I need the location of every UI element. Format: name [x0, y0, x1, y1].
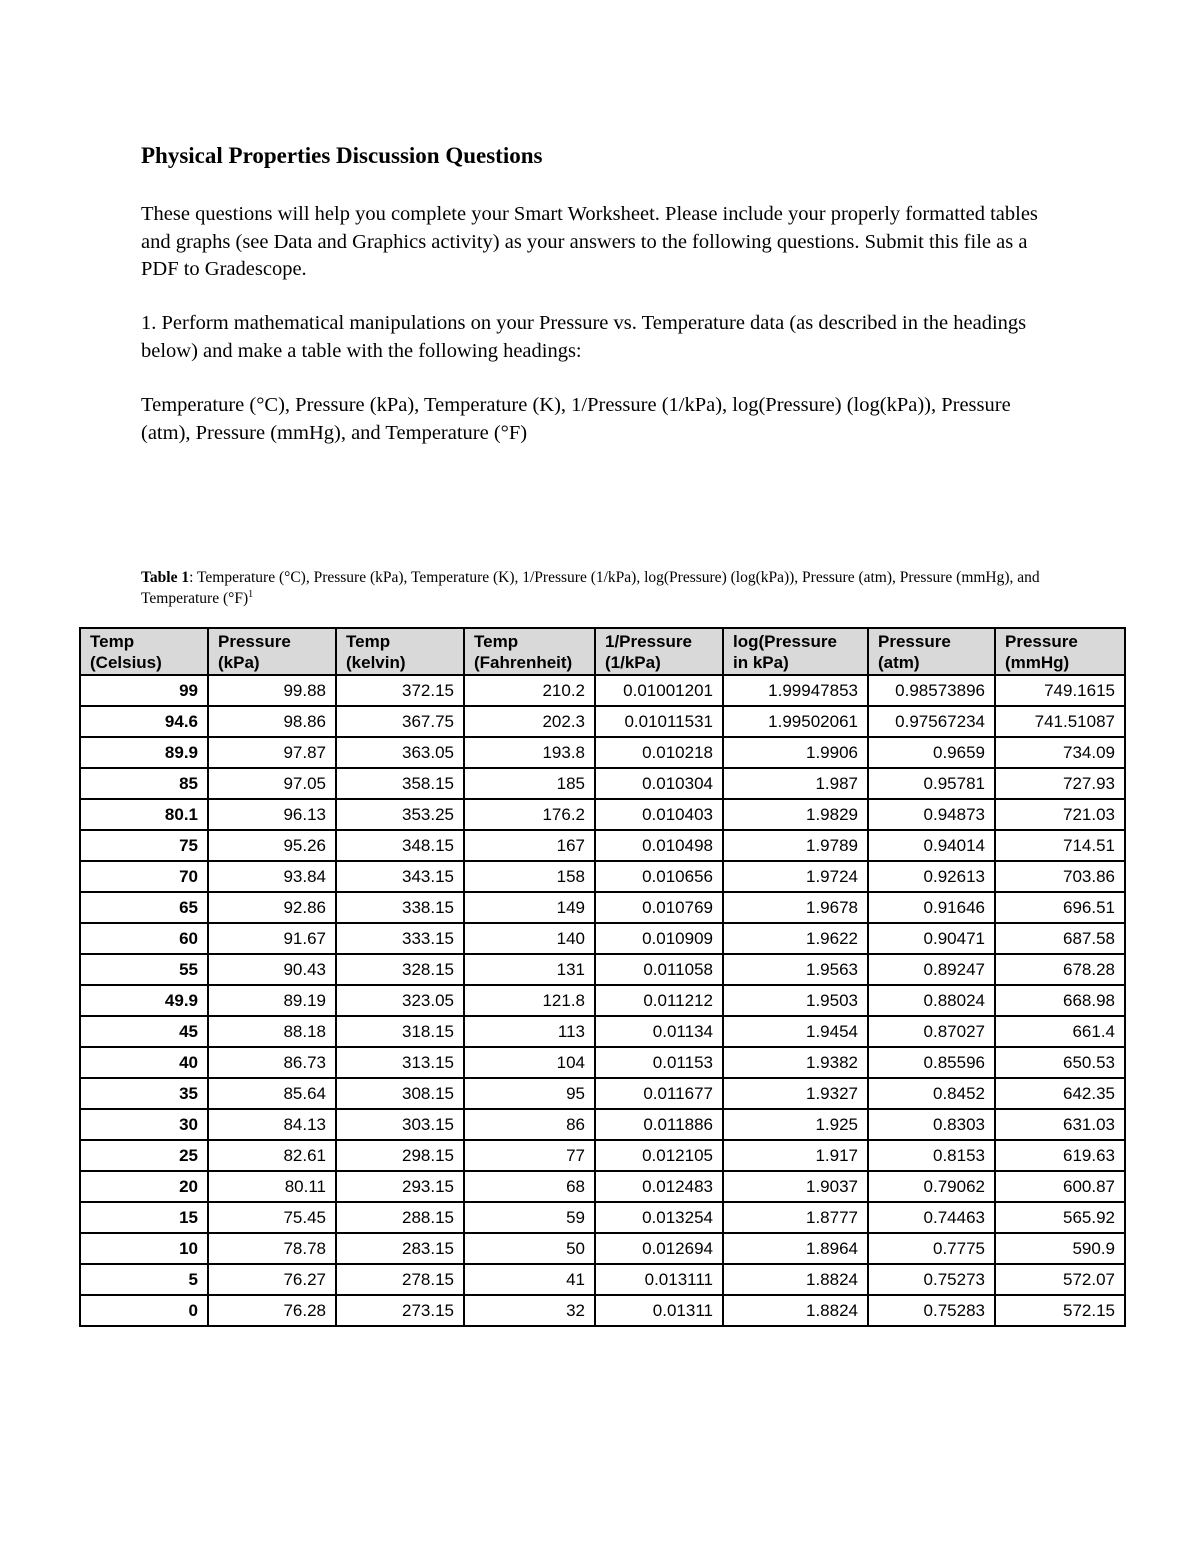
table-cell: 1.9678: [723, 892, 868, 923]
table-cell: 70: [80, 861, 208, 892]
table-cell: 94.6: [80, 706, 208, 737]
table-cell: 283.15: [336, 1233, 464, 1264]
table-cell: 619.63: [995, 1140, 1125, 1171]
table-cell: 1.9906: [723, 737, 868, 768]
table-row: [80, 706, 1125, 737]
table-cell: 0: [80, 1295, 208, 1326]
table-cell: 10: [80, 1233, 208, 1264]
question-1: 1. Perform mathematical manipulations on your Pressure vs. Temperature data (as described in the headings below) and make a table with the following headings:: [141, 312, 1027, 362]
table-cell: 80.11: [208, 1171, 336, 1202]
table-cell: 0.75283: [868, 1295, 995, 1326]
table-cell: 0.90471: [868, 923, 995, 954]
table-cell: 0.8303: [868, 1109, 995, 1140]
table-cell: 45: [80, 1016, 208, 1047]
table-caption-text: : Temperature (°C), Pressure (kPa), Temperature (K), 1/Pressure (1/kPa), log(Pressure) (log(kPa)), Pressure (atm), Pressure (mmHg), and Temperature (°F): [141, 569, 1040, 607]
table-row: [80, 768, 1125, 799]
table-cell: 84.13: [208, 1109, 336, 1140]
table-cell: 92.86: [208, 892, 336, 923]
table-cell: 82.61: [208, 1140, 336, 1171]
table-cell: 1.9563: [723, 954, 868, 985]
table-cell: 343.15: [336, 861, 464, 892]
table-cell: 0.011677: [595, 1078, 723, 1109]
table-cell: 1.8824: [723, 1264, 868, 1295]
column-header-line: log(Pressure: [733, 632, 837, 651]
table-cell: 631.03: [995, 1109, 1125, 1140]
table-cell: 0.012105: [595, 1140, 723, 1171]
column-header-line: Temp: [90, 632, 135, 651]
table-cell: 0.011886: [595, 1109, 723, 1140]
column-header-line: (kPa): [218, 653, 260, 672]
table-cell: 727.93: [995, 768, 1125, 799]
table-cell: 1.917: [723, 1140, 868, 1171]
column-header: [208, 628, 336, 675]
table-cell: 99.88: [208, 675, 336, 706]
table-cell: 0.85596: [868, 1047, 995, 1078]
table-caption: [141, 567, 1101, 609]
table-cell: 273.15: [336, 1295, 464, 1326]
table-cell: 687.58: [995, 923, 1125, 954]
table-cell: 734.09: [995, 737, 1125, 768]
column-header-line: 1/Pressure: [605, 632, 692, 651]
table-caption-label: Table 1: [141, 569, 190, 586]
table-cell: 363.05: [336, 737, 464, 768]
column-header-line: Pressure: [878, 632, 951, 651]
table-cell: 678.28: [995, 954, 1125, 985]
table-cell: 91.67: [208, 923, 336, 954]
table-cell: 50: [464, 1233, 595, 1264]
column-header: [868, 628, 995, 675]
table-cell: 1.9382: [723, 1047, 868, 1078]
column-header-line: (kelvin): [346, 653, 406, 672]
table-cell: 308.15: [336, 1078, 464, 1109]
table-cell: 741.51087: [995, 706, 1125, 737]
table-cell: 85: [80, 768, 208, 799]
column-header: [595, 628, 723, 675]
table-row: [80, 954, 1125, 985]
table-row: [80, 799, 1125, 830]
table-cell: 0.94873: [868, 799, 995, 830]
table-cell: 338.15: [336, 892, 464, 923]
table-cell: 0.010769: [595, 892, 723, 923]
table-cell: 696.51: [995, 892, 1125, 923]
table-cell: 1.8964: [723, 1233, 868, 1264]
table-cell: 68: [464, 1171, 595, 1202]
table-cell: 0.95781: [868, 768, 995, 799]
table-cell: 0.01011531: [595, 706, 723, 737]
table-cell: 0.010304: [595, 768, 723, 799]
table-cell: 60: [80, 923, 208, 954]
column-header-line: in kPa): [733, 653, 789, 672]
table-cell: 328.15: [336, 954, 464, 985]
table-cell: 35: [80, 1078, 208, 1109]
table-cell: 96.13: [208, 799, 336, 830]
table-row: [80, 737, 1125, 768]
table-cell: 75: [80, 830, 208, 861]
table-cell: 323.05: [336, 985, 464, 1016]
table-cell: 0.8452: [868, 1078, 995, 1109]
table-cell: 75.45: [208, 1202, 336, 1233]
table-cell: 333.15: [336, 923, 464, 954]
table-cell: 93.84: [208, 861, 336, 892]
column-header-line: (mmHg): [1005, 653, 1070, 672]
column-header-line: (atm): [878, 653, 920, 672]
table-cell: 176.2: [464, 799, 595, 830]
table-cell: 1.9724: [723, 861, 868, 892]
table-cell: 20: [80, 1171, 208, 1202]
table-cell: 1.8824: [723, 1295, 868, 1326]
table-cell: 0.013254: [595, 1202, 723, 1233]
data-table: [79, 627, 1126, 1327]
table-cell: 650.53: [995, 1047, 1125, 1078]
column-header: [336, 628, 464, 675]
table-row: [80, 1016, 1125, 1047]
table-cell: 131: [464, 954, 595, 985]
table-row: [80, 1264, 1125, 1295]
column-header-line: Temp: [474, 632, 519, 651]
table-cell: 1.9829: [723, 799, 868, 830]
table-cell: 0.010403: [595, 799, 723, 830]
table-cell: 0.010498: [595, 830, 723, 861]
table-cell: 65: [80, 892, 208, 923]
table-cell: 1.9454: [723, 1016, 868, 1047]
table-cell: 0.9659: [868, 737, 995, 768]
table-cell: 288.15: [336, 1202, 464, 1233]
table-cell: 590.9: [995, 1233, 1125, 1264]
table-cell: 15: [80, 1202, 208, 1233]
table-cell: 372.15: [336, 675, 464, 706]
table-cell: 97.87: [208, 737, 336, 768]
table-cell: 0.75273: [868, 1264, 995, 1295]
table-cell: 358.15: [336, 768, 464, 799]
table-cell: 158: [464, 861, 595, 892]
table-cell: 0.89247: [868, 954, 995, 985]
table-cell: 1.9789: [723, 830, 868, 861]
table-cell: 210.2: [464, 675, 595, 706]
table-cell: 0.011058: [595, 954, 723, 985]
table-row: [80, 861, 1125, 892]
table-cell: 193.8: [464, 737, 595, 768]
document-title: Physical Properties Discussion Questions: [141, 143, 543, 168]
table-cell: 1.925: [723, 1109, 868, 1140]
table-cell: 668.98: [995, 985, 1125, 1016]
column-header-line: (Fahrenheit): [474, 653, 573, 672]
table-cell: 0.92613: [868, 861, 995, 892]
table-cell: 1.9503: [723, 985, 868, 1016]
table-cell: 661.4: [995, 1016, 1125, 1047]
table-cell: 185: [464, 768, 595, 799]
table-cell: 121.8: [464, 985, 595, 1016]
table-row: [80, 892, 1125, 923]
table-cell: 5: [80, 1264, 208, 1295]
column-header: [80, 628, 208, 675]
table-row: [80, 1047, 1125, 1078]
table-cell: 85.64: [208, 1078, 336, 1109]
table-cell: 703.86: [995, 861, 1125, 892]
column-header-line: Pressure: [1005, 632, 1078, 651]
table-cell: 0.013111: [595, 1264, 723, 1295]
column-header: [995, 628, 1125, 675]
table-cell: 0.01153: [595, 1047, 723, 1078]
table-cell: 749.1615: [995, 675, 1125, 706]
table-cell: 1.9622: [723, 923, 868, 954]
table-cell: 78.78: [208, 1233, 336, 1264]
table-cell: 98.86: [208, 706, 336, 737]
table-cell: 0.79062: [868, 1171, 995, 1202]
column-header-line: (Celsius): [90, 653, 162, 672]
table-cell: 721.03: [995, 799, 1125, 830]
table-body: [80, 675, 1125, 1326]
table-row: [80, 985, 1125, 1016]
table-cell: 0.010218: [595, 737, 723, 768]
table-cell: 167: [464, 830, 595, 861]
table-cell: 99: [80, 675, 208, 706]
table-row: [80, 1295, 1125, 1326]
table-cell: 1.99947853: [723, 675, 868, 706]
table-cell: 86: [464, 1109, 595, 1140]
table-cell: 113: [464, 1016, 595, 1047]
column-header-line: (1/kPa): [605, 653, 661, 672]
table-cell: 104: [464, 1047, 595, 1078]
table-cell: 97.05: [208, 768, 336, 799]
table-cell: 0.94014: [868, 830, 995, 861]
table-cell: 30: [80, 1109, 208, 1140]
table-cell: 318.15: [336, 1016, 464, 1047]
table-cell: 59: [464, 1202, 595, 1233]
intro-paragraph: These questions will help you complete your Smart Worksheet. Please include your properly formatted tables and graphs (see Data and Graphics activity) as your answers to the following questions. Submit this file as a PDF to Gradescope.: [141, 203, 1038, 280]
table-cell: 565.92: [995, 1202, 1125, 1233]
column-header: [723, 628, 868, 675]
table-cell: 95.26: [208, 830, 336, 861]
table-cell: 89.9: [80, 737, 208, 768]
table-cell: 88.18: [208, 1016, 336, 1047]
table-cell: 149: [464, 892, 595, 923]
table-cell: 298.15: [336, 1140, 464, 1171]
table-header-row: [80, 628, 1125, 675]
table-row: [80, 1140, 1125, 1171]
table-cell: 293.15: [336, 1171, 464, 1202]
table-cell: 714.51: [995, 830, 1125, 861]
table-cell: 32: [464, 1295, 595, 1326]
table-cell: 1.9037: [723, 1171, 868, 1202]
table-cell: 0.7775: [868, 1233, 995, 1264]
table-row: [80, 1171, 1125, 1202]
table-cell: 55: [80, 954, 208, 985]
table-cell: 303.15: [336, 1109, 464, 1140]
table-cell: 25: [80, 1140, 208, 1171]
table-cell: 572.15: [995, 1295, 1125, 1326]
table-cell: 1.99502061: [723, 706, 868, 737]
table-cell: 0.01001201: [595, 675, 723, 706]
table-caption-footnote: 1: [248, 588, 254, 600]
table-cell: 76.28: [208, 1295, 336, 1326]
table-cell: 1.987: [723, 768, 868, 799]
table-cell: 202.3: [464, 706, 595, 737]
table-cell: 77: [464, 1140, 595, 1171]
table-cell: 572.07: [995, 1264, 1125, 1295]
table-cell: 86.73: [208, 1047, 336, 1078]
table-cell: 0.87027: [868, 1016, 995, 1047]
table-cell: 0.74463: [868, 1202, 995, 1233]
table-cell: 0.010909: [595, 923, 723, 954]
table-cell: 89.19: [208, 985, 336, 1016]
table-cell: 353.25: [336, 799, 464, 830]
table-cell: 0.88024: [868, 985, 995, 1016]
table-cell: 0.010656: [595, 861, 723, 892]
table-cell: 1.9327: [723, 1078, 868, 1109]
table-cell: 0.98573896: [868, 675, 995, 706]
table-row: [80, 1233, 1125, 1264]
table-cell: 41: [464, 1264, 595, 1295]
table-cell: 0.011212: [595, 985, 723, 1016]
table-cell: 140: [464, 923, 595, 954]
table-cell: 0.01134: [595, 1016, 723, 1047]
column-header-line: Temp: [346, 632, 391, 651]
table-cell: 348.15: [336, 830, 464, 861]
table-cell: 0.01311: [595, 1295, 723, 1326]
table-cell: 278.15: [336, 1264, 464, 1295]
table-cell: 1.8777: [723, 1202, 868, 1233]
table-cell: 95: [464, 1078, 595, 1109]
table-cell: 0.012483: [595, 1171, 723, 1202]
table-cell: 0.91646: [868, 892, 995, 923]
table-cell: 0.012694: [595, 1233, 723, 1264]
column-header-line: Pressure: [218, 632, 291, 651]
headings-list: Temperature (°C), Pressure (kPa), Temperature (K), 1/Pressure (1/kPa), log(Pressure) (log(kPa)), Pressure (atm), Pressure (mmHg), and Temperature (°F): [141, 394, 1011, 444]
table-row: [80, 1202, 1125, 1233]
table-cell: 40: [80, 1047, 208, 1078]
table-cell: 600.87: [995, 1171, 1125, 1202]
table-cell: 76.27: [208, 1264, 336, 1295]
table-cell: 90.43: [208, 954, 336, 985]
column-header: [464, 628, 595, 675]
table-row: [80, 830, 1125, 861]
table-row: [80, 1109, 1125, 1140]
table-cell: 49.9: [80, 985, 208, 1016]
table-row: [80, 923, 1125, 954]
table-cell: 80.1: [80, 799, 208, 830]
table-row: [80, 675, 1125, 706]
table-row: [80, 1078, 1125, 1109]
table-cell: 642.35: [995, 1078, 1125, 1109]
table-cell: 367.75: [336, 706, 464, 737]
table-cell: 0.97567234: [868, 706, 995, 737]
table-cell: 313.15: [336, 1047, 464, 1078]
table-cell: 0.8153: [868, 1140, 995, 1171]
